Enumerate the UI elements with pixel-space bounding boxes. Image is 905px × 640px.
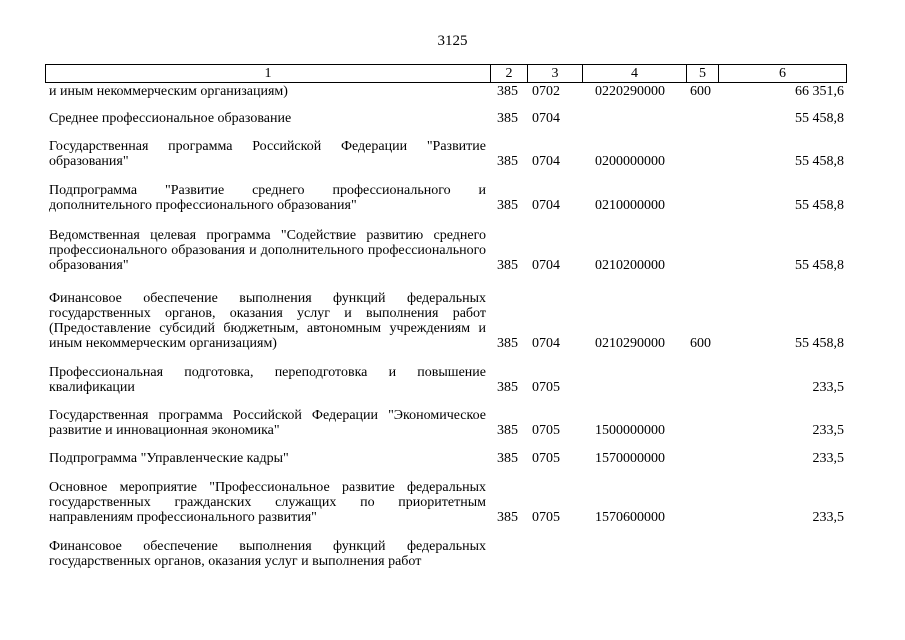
row-chapter: 385 xyxy=(497,198,518,213)
page-number: 3125 xyxy=(437,33,468,49)
row-amount: 55 458,8 xyxy=(795,258,844,273)
table-row xyxy=(0,407,905,438)
row-section: 0705 xyxy=(532,451,560,466)
row-expense-type: 600 xyxy=(690,336,711,351)
row-target-article: 0210200000 xyxy=(595,258,665,273)
row-chapter: 385 xyxy=(497,451,518,466)
row-description: Среднее профессиональное образование xyxy=(49,111,292,126)
table-row xyxy=(0,538,905,569)
row-amount: 233,5 xyxy=(812,451,844,466)
row-description: Подпрограмма "Управленческие кадры" xyxy=(49,451,289,466)
row-description: Государственная программа Российской Федерации "Развитие образования" xyxy=(49,139,486,169)
table-row xyxy=(0,288,905,351)
table-row xyxy=(0,478,905,525)
table-row xyxy=(0,364,905,395)
row-section: 0705 xyxy=(532,510,560,525)
row-chapter: 385 xyxy=(497,258,518,273)
row-expense-type: 600 xyxy=(690,84,711,99)
row-target-article: 0210290000 xyxy=(595,336,665,351)
row-description: Ведомственная целевая программа "Содействие развитию среднего профессионального образования и дополнительного профессионального образования" xyxy=(49,228,486,273)
row-description: Основное мероприятие "Профессиональное развитие федеральных государственных гражданских служащих по приоритетным направлениям профессионального развития" xyxy=(49,480,486,525)
row-chapter: 385 xyxy=(497,510,518,525)
table-row xyxy=(0,182,905,213)
row-target-article: 0210000000 xyxy=(595,198,665,213)
row-section: 0704 xyxy=(532,111,560,126)
table-header xyxy=(45,64,847,83)
row-description: Финансовое обеспечение выполнения функций федеральных государственных органов, оказания услуг и выполнения работ (Предоставление субсидий бюджетным, автономным учреждениям и иным некоммерческим организациям) xyxy=(49,291,486,351)
row-target-article: 1570600000 xyxy=(595,510,665,525)
column-header-6: 6 xyxy=(779,66,786,81)
row-section: 0704 xyxy=(532,336,560,351)
row-target-article: 1500000000 xyxy=(595,423,665,438)
table-row xyxy=(0,111,905,126)
row-description: Финансовое обеспечение выполнения функций федеральных государственных органов, оказания услуг и выполнения работ xyxy=(49,539,486,569)
row-amount: 233,5 xyxy=(812,510,844,525)
row-amount: 55 458,8 xyxy=(795,111,844,126)
row-chapter: 385 xyxy=(497,154,518,169)
row-section: 0705 xyxy=(532,380,560,395)
column-header-1: 1 xyxy=(46,65,491,82)
row-target-article: 0200000000 xyxy=(595,154,665,169)
column-header-5: 5 xyxy=(687,65,719,82)
row-section: 0704 xyxy=(532,258,560,273)
row-amount: 55 458,8 xyxy=(795,336,844,351)
row-section: 0705 xyxy=(532,423,560,438)
row-chapter: 385 xyxy=(497,84,518,99)
row-amount: 233,5 xyxy=(812,380,844,395)
row-amount: 66 351,6 xyxy=(795,84,844,99)
row-target-article: 0220290000 xyxy=(595,84,665,99)
row-description: Государственная программа Российской Федерации "Экономическое развитие и инновационная экономика" xyxy=(49,408,486,438)
row-target-article: 1570000000 xyxy=(595,451,665,466)
row-section: 0702 xyxy=(532,84,560,99)
row-section: 0704 xyxy=(532,198,560,213)
row-section: 0704 xyxy=(532,154,560,169)
column-header-4: 4 xyxy=(583,65,687,82)
row-chapter: 385 xyxy=(497,111,518,126)
row-amount: 233,5 xyxy=(812,423,844,438)
row-amount: 55 458,8 xyxy=(795,198,844,213)
table-row xyxy=(0,226,905,273)
table-row xyxy=(0,84,905,99)
row-chapter: 385 xyxy=(497,336,518,351)
column-header-2: 2 xyxy=(491,65,528,82)
row-amount: 55 458,8 xyxy=(795,154,844,169)
row-description: Профессиональная подготовка, переподготовка и повышение квалификации xyxy=(49,365,486,395)
row-chapter: 385 xyxy=(497,423,518,438)
table-row xyxy=(0,138,905,169)
row-description: Подпрограмма "Развитие среднего профессионального и дополнительного профессионального образования" xyxy=(49,183,486,213)
row-description: и иным некоммерческим организациям) xyxy=(49,84,288,99)
table-row xyxy=(0,451,905,466)
column-header-3: 3 xyxy=(528,65,583,82)
row-chapter: 385 xyxy=(497,380,518,395)
